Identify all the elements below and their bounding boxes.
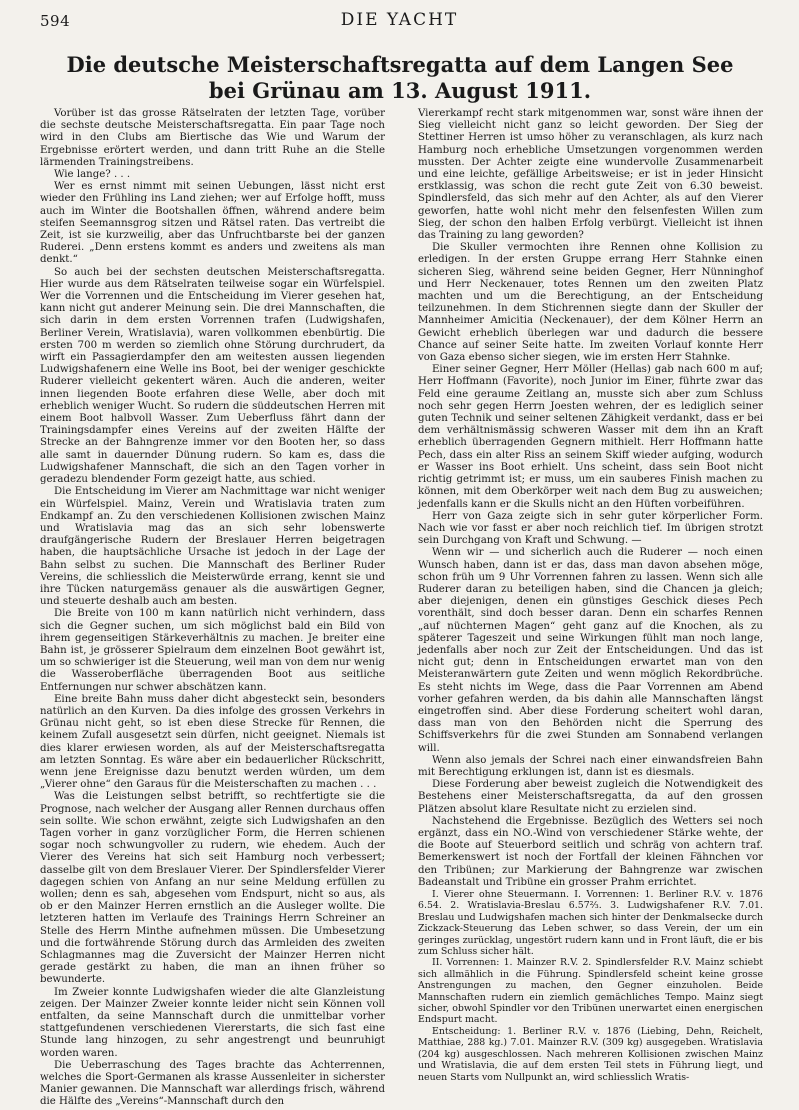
paragraph: Die Skuller vermochten ihre Rennen ohne Kollision zu erledigen. In der ersten Gruppe errang Herr Stahnke einen sicheren Sieg, während seine beiden Gegner, Herr Nünninghof und Herr Neckenauer, totes Rennen um den zweiten Platz machten und um die Berechtigung, an der Entscheidung teilzunehmen. In dem Stichrennen siegte dann der Skuller der Mannheimer Amicitia (Neckenauer), der dem Kölner Herrn an Gewicht erheblich überlegen war und dadurch die bessere Chance auf seiner Seite hatte. Im zweiten Vorlauf konnte Herr von Gaza ebenso sicher siegen, wie im ersten Herr Stahnke. [418, 242, 763, 364]
paragraph: Die Entscheidung im Vierer am Nachmittage war nicht weniger ein Würfelspiel. Mainz, Verein und Wratislavia traten zum Endkampf an. Zu den verschiedenen Kollisionen zwischen Mainz und Wratislavia mag das an sich sehr lobenswerte draufgängerische Rudern der Breslauer Herren beigetragen haben, die hauptsächliche Ursache ist jedoch in der Lage der Bahn selbst zu suchen. Die Mannschaft des Berliner Ruder Vereins, die schliesslich die Meisterwürde errang, kennt sie und ihre Tücken naturgemäss genauer als die auswärtigen Gegner, und steuerte deshalb auch am besten. [40, 486, 385, 608]
right-column [418, 108, 763, 1083]
page-number: 594 [40, 12, 71, 30]
result-entry: I. Vierer ohne Steuermann. I. Vorrennen: 1. Berliner R.V. v. 1876 6.54. 2. Wratislavia-Breslau 6.57⅔. 3. Ludwigshafener R.V. 7.01. Breslau und Ludwigshafen machen sich hinter der Denkmalsecke durch Zickzack-Steuerung das Leben schwer, so dass Verein, der um ein geringes zurücklag, ungestört rudern kann und in Front läuft, die er bis zum Schluss sicher hält. [418, 889, 763, 958]
paragraph: Wie lange? . . . [54, 169, 131, 181]
paragraph: Viererkampf recht stark mitgenommen war, sonst wäre ihnen der Sieg vielleicht nicht ganz so leicht geworden. Der Sieg der Stettiner Herren ist umso höher zu veranschlagen, als kurz nach Hamburg noch erhebliche Umsetzungen vorgenommen werden mussten. Der Achter zeigte eine wundervolle Zusammenarbeit und eine leichte, gefällige Arbeitsweise; er ist in jeder Hinsicht erstklassig, was schon die recht gute Zeit von 6.30 beweist. Spindlersfeld, das sich mehr auf den Achter, als auf den Vierer geworfen, hatte wohl nicht mehr den felsenfesten Willen zum Sieg, der schon den halben Erfolg verbürgt. Vielleicht ist ihnen das Training zu lang geworden? [418, 108, 763, 242]
paragraph: So auch bei der sechsten deutschen Meisterschaftsregatta. Hier wurde aus dem Rätselraten teilweise sogar ein Würfelspiel. Wer die Vorrennen und die Entscheidung im Vierer gesehen hat, kann nicht gut anderer Meinung sein. Die drei Mannschaften, die sich darin in dem ersten Vorrennen trafen (Ludwigshafen, Berliner Verein, Wratislavia), waren vollkommen ebenbürtig. Die ersten 700 m werden so ziemlich ohne Störung durchrudert, da wirft ein Passagierdampfer den am weitesten aussen liegenden Ludwigshafenern eine Welle ins Boot, bei der weniger geschickte Ruderer vielleicht gekentert wären. Auch die anderen, weiter innen liegenden Boote erfahren diese Welle, aber doch mit erheblich weniger Wucht. So rudern die süddeutschen Herren mit einem Boot halbvoll Wasser. Zum Ueberfluss fährt dann der Trainingsdampfer eines Vereins auf der zweiten Hälfte der Strecke an der Bahngrenze immer vor den Booten her, so dass alle samt in dauernder Dünung rudern. So kam es, dass die Ludwigshafener Mannschaft, die sich an den Tagen vorher in geradezu blendender Form gezeigt hatte, aus schied. [40, 266, 385, 486]
paragraph: Einer seiner Gegner, Herr Möller (Hellas) gab nach 600 m auf; Herr Hoffmann (Favorite), noch Junior im Einer, führte zwar das Feld eine geraume Zeitlang an, musste sich aber zum Schluss noch sehr gegen Herrn Joesten wehren, der es lediglich seiner guten Technik und seiner seltenen Zähigkeit verdankt, dass er bei dem verhältnismässig schweren Wasser mit dem ihn an Kraft erheblich überragenden Gegnern mithielt. Herr Hoffmann hatte Pech, dass ein alter Riss an seinem Skiff wieder aufging, wodurch er Wasser ins Boot erhielt. Uns scheint, dass sein Boot nicht richtig getrimmt ist; er muss, um ein sauberes Finish machen zu können, mit dem Oberkörper weit nach dem Bug zu ausweichen; jedenfalls kann er die Skulls nicht an den Hüften vorbeiführen. [418, 364, 763, 510]
paragraph: Herr von Gaza zeigte sich in sehr guter körperlicher Form. Nach wie vor fasst er aber noch reichlich tief. Im übrigen strotzt sein Durchgang von Kraft und Schwung. — [418, 510, 763, 547]
result-entry: Entscheidung: 1. Berliner R.V. v. 1876 (Liebing, Dehn, Reichelt, Matthiae, 288 kg.) 7.01. Mainzer R.V. (309 kg) ausgegeben. Wratislavia (204 kg) ausgeschlossen. Nach mehreren Kollisionen zwischen Mainz und Wratislavia, die auf dem ersten Teil stets in Führung liegt, und neuen Starts vom Nullpunkt an, wird schliesslich Wratis- [418, 1025, 763, 1083]
result-entry: II. Vorrennen: 1. Mainzer R.V. 2. Spindlersfelder R.V. Mainz schiebt sich allmählich in die Führung. Spindlersfeld scheint keine grosse Anstrengungen zu machen, den Gegner einzuholen. Beide Mannschaften rudern ein ziemlich gemächliches Tempo. Mainz siegt sicher, obwohl Spindler vor den Tribünen unerwartet einen energischen Endspurt macht. [418, 957, 763, 1026]
paragraph: Wenn wir — und sicherlich auch die Ruderer — noch einen Wunsch haben, dann ist er das, dass man davon absehen möge, schon früh um 9 Uhr Vorrennen fahren zu lassen. Wenn sich alle Ruderer daran zu beteiligen haben, sind die Chancen ja gleich; aber diejenigen, denen ein günstiges Geschick dieses Pech vorenthält, sind doch besser daran. Denn ein scharfes Rennen „auf nüchternen Magen“ geht ganz auf die Knochen, als zu späterer Tageszeit und seine Wirkungen fühlt man noch lange, jedenfalls aber noch zur Zeit der Entscheidungen. Und das ist nicht gut; denn in Entscheidungen erwartet man von den Meisteranwärtern gute Zeiten und wenn möglich Rekordbrüche. Es steht nichts im Wege, dass die Paar Vorrennen am Abend vorher gefahren werden, da bis dahin alle Mannschaften längst eingetroffen sind. Aber diese Forderung scheitert wohl daran, dass man von den Behörden nicht die Sperrung des Schiffsverkehrs für die zwei Stunden am Sonnabend verlangen will. [418, 547, 763, 754]
paragraph: Diese Forderung aber beweist zugleich die Notwendigkeit des Bestehens einer Meisterschaftsregatta, da auf den grossen Plätzen absolut klare Resultate nicht zu erzielen sind. [418, 779, 763, 815]
paragraph: Was die Leistungen selbst betrifft, so rechtfertigte sie die Prognose, nach welcher der Ausgang aller Rennen durchaus offen sein sollte. Wie schon erwähnt, zeigte sich Ludwigshafen an den Tagen vorher in ganz vorzüglicher Form, die Herren schienen sogar noch schwungvoller zu rudern, wie ehedem. Auch der Vierer des Vereins hat sich seit Hamburg noch verbessert; dasselbe gilt von dem Breslauer Vierer. Der Spindlersfelder Vierer dagegen schien von Anfang an nur seine Meldung erfüllen zu wollen; denn es sah, abgesehen vom Endspurt, nicht so aus, als ob er den Mainzer Herren ernstlich an die Ausleger wollte. Die letzteren hatten im Verlaufe des Trainings Herrn Schreiner an Stelle des Herrn Minthe aufnehmen müssen. Die Umbesetzung und die fortwährende Störung durch das Armleiden des zweiten Schlagmannes mag die Zuversicht der Mainzer Herren nicht gerade gestärkt zu haben, die man an ihnen früher so bewunderte. [40, 791, 385, 986]
paragraph: Eine breite Bahn muss daher dicht abgesteckt sein, besonders natürlich an den Kurven. Da dies infolge des grossen Verkehrs in Grünau nicht geht, so ist eben diese Strecke für Rennen, die keinem Zufall ausgesetzt sein dürfen, nicht geeignet. Niemals ist dies klarer erwiesen worden, als auf der Meisterschaftsregatta am letzten Sonntag. Es wäre aber ein bedauerlicher Rückschritt, wenn jene Ereignisse dazu benutzt werden würden, um dem „Vierer ohne“ den Garaus für die Meisterschaften zu machen . . . [40, 693, 385, 791]
paragraph: Vorüber ist das grosse Rätselraten der letzten Tage, vorüber die sechste deutsche Meisterschaftsregatta. Ein paar Tage noch wird in den Clubs am Biertische das Wie und Warum der Ergebnisse erörtert werden, und dann tritt Ruhe an die Stelle lärmenden Trainingstreibens. [40, 108, 385, 168]
running-title: DIE YACHT [340, 10, 459, 30]
paragraph: Die Ueberraschung des Tages brachte das Achterrennen, welches die Sport-Germanen als krasse Aussenleiter in sicherster Manier gewannen. Die Mannschaft war allerdings frisch, während die Hälfte des „Vereins“-Mannschaft durch den [40, 1059, 385, 1108]
paragraph: Im Zweier konnte Ludwigshafen wieder die alte Glanzleistung zeigen. Der Mainzer Zweier konnte leider nicht sein Können voll entfalten, da seine Mannschaft durch die unmittelbar vorher stattgefundenen verschiedenen Viererstarts, die sich fast eine Stunde lang hinzogen, zu sehr angestrengt und beunruhigt worden waren. [40, 986, 385, 1059]
paragraph: Nachstehend die Ergebnisse. Bezüglich des Wetters sei noch ergänzt, dass ein NO.-Wind von verschiedener Stärke wehte, der die Boote auf Steuerbord seitlich und schräg von achtern traf. Bemerkenswert ist noch der Fortfall der kleinen Fähnchen vor den Tribünen; zur Markierung der Bahngrenze war zwischen Badeanstalt und Tribüne ein grosser Prahm errichtet. [418, 815, 763, 888]
paragraph: Wenn also jemals der Schrei nach einer einwandsfreien Bahn mit Berechtigung erklungen ist, dann ist es diesmals. [418, 754, 763, 778]
left-column [40, 108, 385, 1109]
paragraph: Wer es ernst nimmt mit seinen Uebungen, lässt nicht erst wieder den Frühling ins Land ziehen; wer auf Erfolge hofft, muss auch im Winter die Bootshallen öffnen, während andere beim steifen Seemannsgrog sitzen und Rätsel raten. Das vertreibt die Zeit, ist sie kurzweilig, aber das Unfruchtbarste bei der ganzen Ruderei. „Denn erstens kommt es anders und zweitens als man denkt.“ [40, 181, 385, 266]
paragraph: Die Breite von 100 m kann natürlich nicht verhindern, dass sich die Gegner suchen, um sich möglichst bald ein Bild von ihrem gegenseitigen Stärkeverhältnis zu machen. Je breiter eine Bahn ist, je grösserer Spielraum dem einzelnen Boot gewährt ist, um so schwieriger ist die Steuerung, weil man von dem nur wenig die Wasseroberfläche überragenden Boot aus seitliche Entfernungen nur schwer abschätzen kann. [40, 608, 385, 693]
article-title: Die deutsche Meisterschaftsregatta auf dem Langen See bei Grünau am 13. August 1911. [66, 52, 734, 103]
